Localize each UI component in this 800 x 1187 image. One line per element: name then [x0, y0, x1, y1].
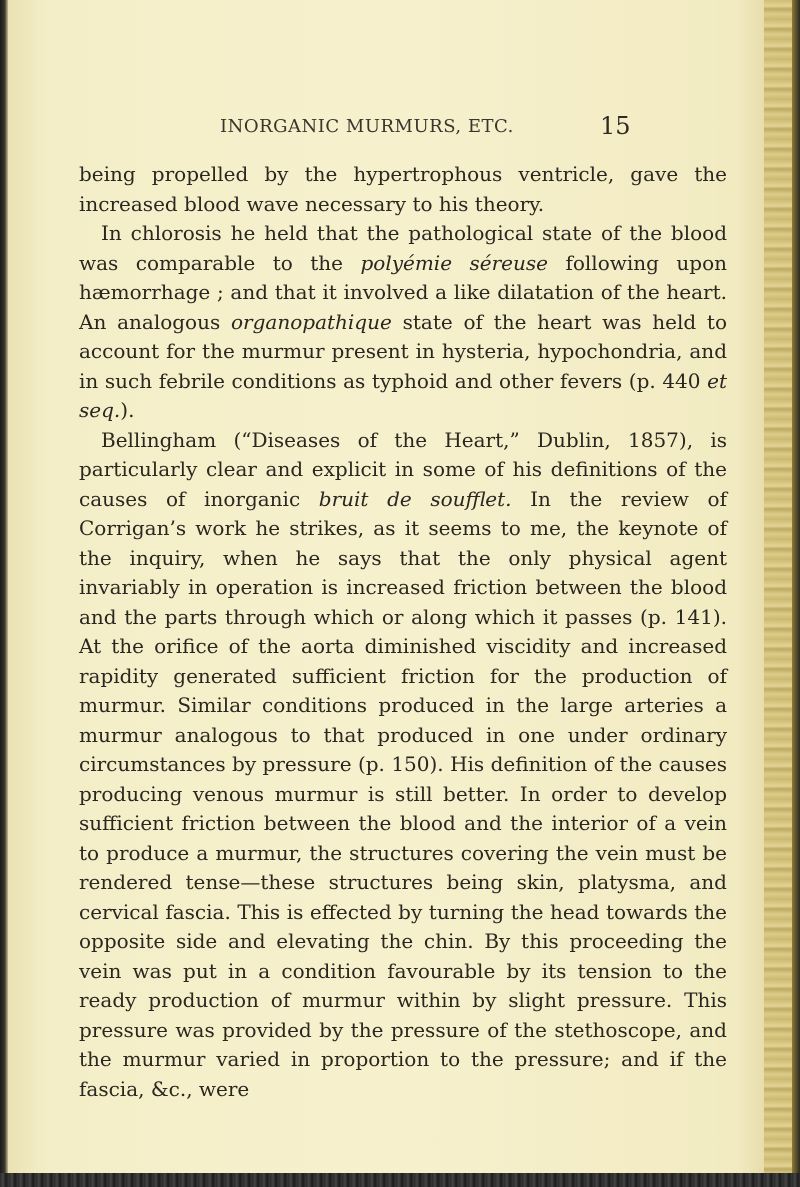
text-segment: state of the heart was held to account for the murmur present in hysteria, hypochondria, and in such febrile conditions as typhoid and other fevers (p. 440	[79, 309, 727, 393]
left-page-edge	[0, 0, 8, 1187]
right-binding-shadow	[792, 0, 800, 1187]
running-title: INORGANIC MURMURS, ETC.	[220, 116, 514, 137]
italic-term: polyémie séreuse	[360, 250, 548, 275]
italic-term: organopathique	[231, 309, 392, 334]
italic-term: bruit de soufflet.	[318, 486, 512, 511]
text-segment: In chlorosis he held that the pathological state of the blood was comparable to the	[79, 221, 727, 275]
text-segment: following upon hæmorrhage ; and that it involved a like dilatation of the heart. An analogous	[79, 250, 727, 334]
paragraph-2	[79, 219, 727, 426]
text-segment: Bellingham (“Diseases of the Heart,” Dublin, 1857), is particularly clear and explicit in some of his definitions of the causes of inorganic	[79, 427, 727, 511]
bottom-page-edge	[0, 1173, 800, 1187]
page-number: 15	[600, 112, 631, 140]
italic-term: et seq.	[79, 368, 727, 422]
paragraph-3	[79, 426, 727, 1105]
text-segment: ).	[120, 398, 135, 422]
page-header	[70, 112, 750, 140]
text-segment: being propelled by the hypertrophous ventricle, gave the increased blood wave necessary to his theory.	[79, 162, 727, 216]
text-segment: In the review of Corrigan’s work he strikes, as it seems to me, the keynote of the inquiry, when he says that the only physical agent invariably in operation is increased friction between the blood and the parts through which or along which it passes (p. 141). At the orifice of the aorta diminished viscidity and increased rapidity generated sufficient friction for the production of murmur. Similar conditions produced in the large arteries a murmur analogous to that produced in one under ordinary circumstances by pressure (p. 150). His definition of the causes producing venous murmur is still better. In order to develop sufficient friction between the blood and the interior of a vein to produce a murmur, the structures covering the vein must be rendered tense—these structures being skin, platysma, and cervical fascia. This is effected by turning the head towards the opposite side and elevating the chin. By this proceeding the vein was put in a condition favourable by its tension to the ready production of murmur within by slight pressure. This pressure was provided by the pressure of the stethoscope, and the murmur varied in proportion to the pressure; and if the fascia, &c., were	[79, 486, 727, 1101]
body-text	[79, 160, 727, 1104]
paragraph-1	[79, 160, 727, 219]
